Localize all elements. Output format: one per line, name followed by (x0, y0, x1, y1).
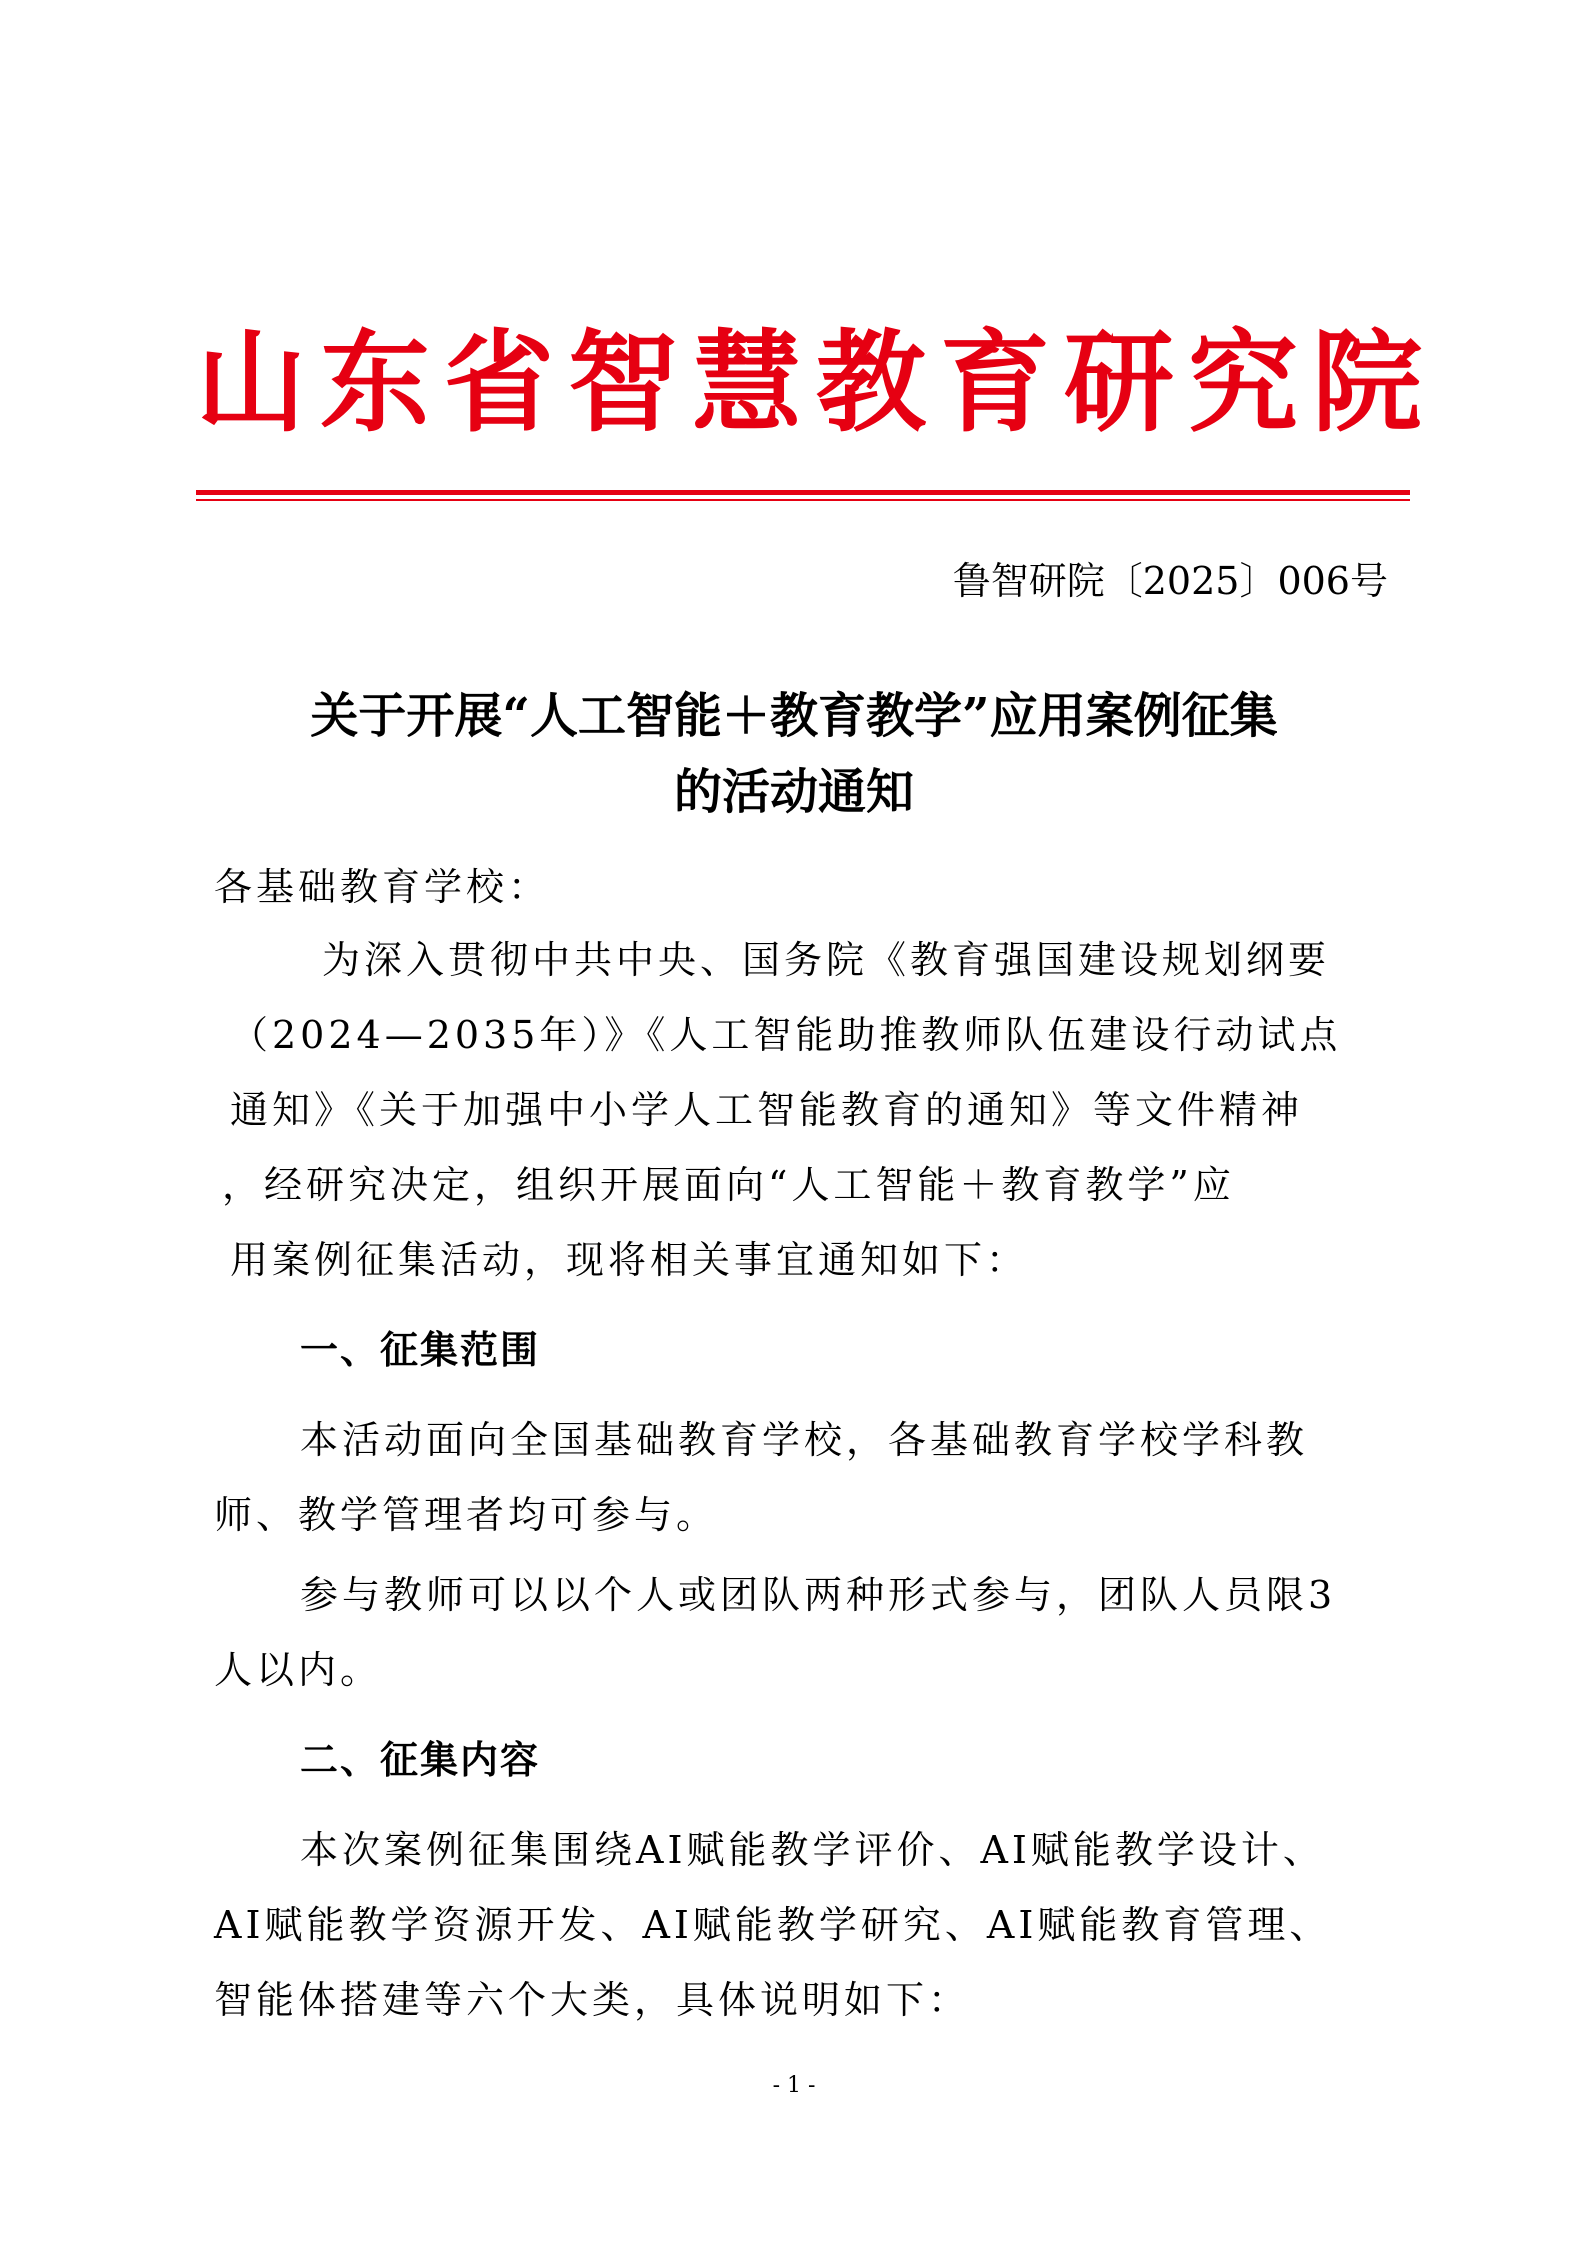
intro-line: 用案例征集活动，现将相关事宜通知如下： (230, 1238, 1029, 1282)
section1-line: 参与教师可以以个人或团队两种形式参与，团队人员限3 (300, 1573, 1337, 1617)
document-number: 鲁智研院〔2025〕006号 (952, 559, 1388, 603)
title-line: 关于开展“人工智能＋教育教学”应用案例征集 (310, 688, 1278, 744)
section1-line: 人以内。 (214, 1648, 383, 1692)
section2-line: 本次案例征集围绕AI赋能教学评价、AI赋能教学设计、 (300, 1828, 1325, 1872)
masthead-red-rule-thin (196, 499, 1410, 501)
section2-line: 智能体搭建等六个大类，具体说明如下： (214, 1978, 971, 2022)
title-line: 的活动通知 (673, 764, 914, 820)
section2-line: AI赋能教学资源开发、AI赋能教学研究、AI赋能教育管理、 (214, 1903, 1332, 1947)
intro-line: （2024—2035年）》《人工智能助推教师队伍建设行动试点 (230, 1013, 1342, 1057)
salutation: 各基础教育学校： (214, 865, 551, 909)
masthead-red-rule-thick (196, 490, 1410, 495)
page-number: - 1 - (772, 2073, 816, 2098)
section-heading-content: 二、征集内容 (300, 1738, 541, 1782)
intro-line: ，经研究决定，组织开展面向“人工智能＋教育教学”应 (222, 1163, 1235, 1207)
section-heading-scope: 一、征集范围 (300, 1328, 541, 1372)
document-title (200, 678, 1388, 830)
intro-line: 通知》《关于加强中小学人工智能教育的通知》等文件精神 (230, 1088, 1304, 1132)
issuer-masthead: 山东省智慧教育研究院 (196, 319, 1436, 447)
intro-line: 为深入贯彻中共中央、国务院《教育强国建设规划纲要 (322, 938, 1331, 982)
section1-line: 师、教学管理者均可参与。 (214, 1493, 719, 1537)
section1-line: 本活动面向全国基础教育学校，各基础教育学校学科教 (300, 1418, 1309, 1462)
